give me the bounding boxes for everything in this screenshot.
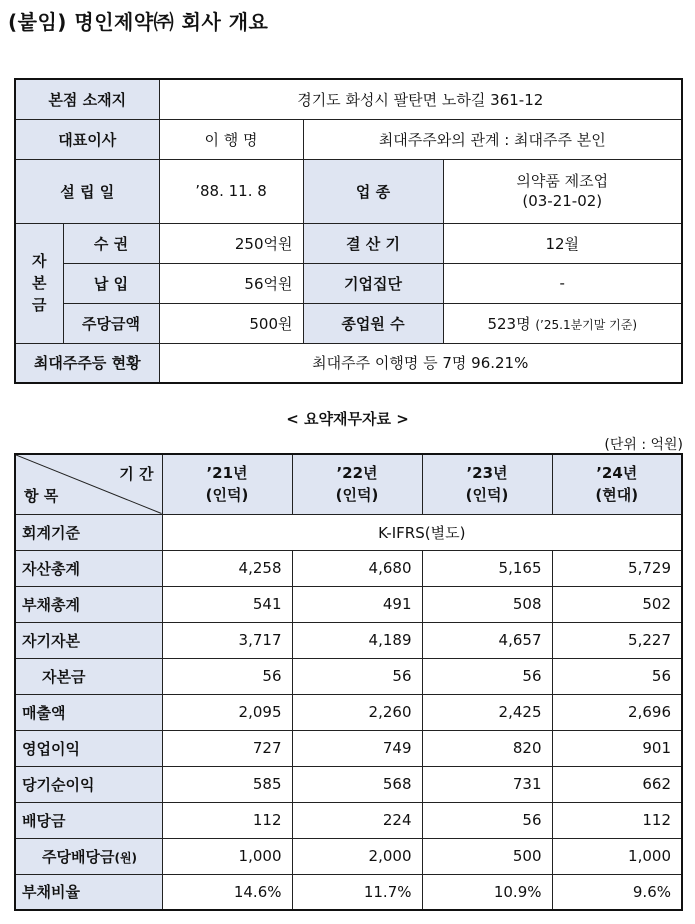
- capital-label: [15, 223, 63, 343]
- hq-value: 경기도 화성시 팔탄면 노하길 361-12: [159, 79, 682, 119]
- par-label: 주당금액: [63, 303, 159, 343]
- row-label: 매출액: [15, 694, 162, 730]
- par-value: 500원: [159, 303, 303, 343]
- cell-value: 56: [422, 658, 552, 694]
- cell-value: 2,425: [422, 694, 552, 730]
- cell-value: 1,000: [162, 838, 292, 874]
- cell-value: 3,717: [162, 622, 292, 658]
- row-label: 부채총계: [15, 586, 162, 622]
- table-row: [15, 550, 682, 586]
- row-label: 자본금: [15, 658, 162, 694]
- table-row: [15, 838, 682, 874]
- cell-value: 820: [422, 730, 552, 766]
- cell-value: 662: [552, 766, 682, 802]
- shareholder-row: [15, 343, 682, 383]
- standard-value: K-IFRS(별도): [162, 514, 682, 550]
- cell-value: 2,260: [292, 694, 422, 730]
- cell-value: 1,000: [552, 838, 682, 874]
- financial-unit: (단위 : 억원): [604, 437, 683, 453]
- page-title: (붙임) 명인제약㈜ 회사 개요: [8, 10, 269, 34]
- table-row: [15, 802, 682, 838]
- cell-value: 112: [552, 802, 682, 838]
- cell-value: 585: [162, 766, 292, 802]
- ceo-row: [15, 119, 682, 159]
- row-label: 자산총계: [15, 550, 162, 586]
- corner-period: 기 간: [119, 465, 154, 483]
- employees-label: 종업원 수: [303, 303, 443, 343]
- cell-value: 5,227: [552, 622, 682, 658]
- capital-authorized-row: [15, 223, 682, 263]
- hq-row: [15, 79, 682, 119]
- cell-value: 568: [292, 766, 422, 802]
- corner-cell: [15, 454, 162, 514]
- industry-value: [443, 159, 682, 223]
- cell-value: 2,000: [292, 838, 422, 874]
- ceo-relation: 최대주주와의 관계 : 최대주주 본인: [303, 119, 682, 159]
- row-label: 자기자본: [15, 622, 162, 658]
- table-row: [15, 658, 682, 694]
- table-row: [15, 874, 682, 910]
- paid-label: 납 입: [63, 263, 159, 303]
- shareholder-value: 최대주주 이행명 등 7명 96.21%: [159, 343, 682, 383]
- cell-value: 731: [422, 766, 552, 802]
- year-label: ’22년: [336, 464, 378, 483]
- year-label: ’23년: [466, 464, 508, 483]
- financial-summary-table: [14, 453, 683, 911]
- cell-value: 5,165: [422, 550, 552, 586]
- cell-value: 2,095: [162, 694, 292, 730]
- founded-row: [15, 159, 682, 223]
- year-label: ’21년: [206, 464, 248, 483]
- capital-paid-row: [15, 263, 682, 303]
- row-label-unit: (원): [114, 850, 138, 865]
- year-header: [292, 454, 422, 514]
- cell-value: 9.6%: [552, 874, 682, 910]
- year-basis: (인덕): [205, 486, 249, 505]
- industry-name: 의약품 제조업: [516, 172, 609, 190]
- group-label: 기업집단: [303, 263, 443, 303]
- cell-value: 491: [292, 586, 422, 622]
- fiscal-label: 결 산 기: [303, 223, 443, 263]
- table-row: [15, 694, 682, 730]
- industry-label: 업 종: [303, 159, 443, 223]
- cell-value: 508: [422, 586, 552, 622]
- cell-value: 727: [162, 730, 292, 766]
- standard-row: [15, 514, 682, 550]
- cell-value: 112: [162, 802, 292, 838]
- capital-par-row: [15, 303, 682, 343]
- year-header: [422, 454, 552, 514]
- cell-value: 4,258: [162, 550, 292, 586]
- financial-header-row: [15, 454, 682, 514]
- cell-value: 10.9%: [422, 874, 552, 910]
- cell-value: 56: [162, 658, 292, 694]
- authorized-label: 수 권: [63, 223, 159, 263]
- group-value: -: [443, 263, 682, 303]
- cell-value: 2,696: [552, 694, 682, 730]
- table-row: [15, 730, 682, 766]
- ceo-value: 이 행 명: [159, 119, 303, 159]
- cell-value: 4,657: [422, 622, 552, 658]
- year-label: ’24년: [596, 464, 638, 483]
- cell-value: 5,729: [552, 550, 682, 586]
- shareholder-label: 최대주주등 현황: [15, 343, 159, 383]
- authorized-value: 250억원: [159, 223, 303, 263]
- founded-label: 설 립 일: [15, 159, 159, 223]
- cell-value: 11.7%: [292, 874, 422, 910]
- cell-value: 749: [292, 730, 422, 766]
- company-overview-table: [14, 78, 683, 384]
- cell-value: 500: [422, 838, 552, 874]
- row-label: 영업이익: [15, 730, 162, 766]
- table-row: [15, 586, 682, 622]
- capital-label-text: 자 본 금: [32, 252, 47, 314]
- hq-label: 본점 소재지: [15, 79, 159, 119]
- cell-value: 56: [422, 802, 552, 838]
- employees-value: 523명: [487, 314, 531, 333]
- row-label: 당기순이익: [15, 766, 162, 802]
- ceo-label: 대표이사: [15, 119, 159, 159]
- row-label: 부채비율: [15, 874, 162, 910]
- cell-value: 502: [552, 586, 682, 622]
- year-header: [552, 454, 682, 514]
- year-basis: (현대): [595, 486, 639, 505]
- corner-item: 항 목: [24, 486, 59, 505]
- cell-value: 56: [552, 658, 682, 694]
- cell-value: 541: [162, 586, 292, 622]
- year-basis: (인덕): [465, 486, 509, 505]
- employees-note: (’25.1분기말 기준): [535, 317, 638, 332]
- employees-cell: [443, 303, 682, 343]
- cell-value: 224: [292, 802, 422, 838]
- table-row: [15, 622, 682, 658]
- year-header: [162, 454, 292, 514]
- paid-value: 56억원: [159, 263, 303, 303]
- cell-value: 14.6%: [162, 874, 292, 910]
- cell-value: 901: [552, 730, 682, 766]
- financial-caption: < 요약재무자료 >: [286, 410, 409, 428]
- table-row: [15, 766, 682, 802]
- row-label: 주당배당금: [42, 847, 115, 866]
- fiscal-value: 12월: [443, 223, 682, 263]
- cell-value: 4,189: [292, 622, 422, 658]
- founded-value: ’88. 11. 8: [159, 159, 303, 223]
- row-label-cell: [15, 838, 162, 874]
- row-label: 배당금: [15, 802, 162, 838]
- standard-label: 회계기준: [15, 514, 162, 550]
- year-basis: (인덕): [335, 486, 379, 505]
- cell-value: 4,680: [292, 550, 422, 586]
- industry-code: (03-21-02): [522, 192, 603, 210]
- cell-value: 56: [292, 658, 422, 694]
